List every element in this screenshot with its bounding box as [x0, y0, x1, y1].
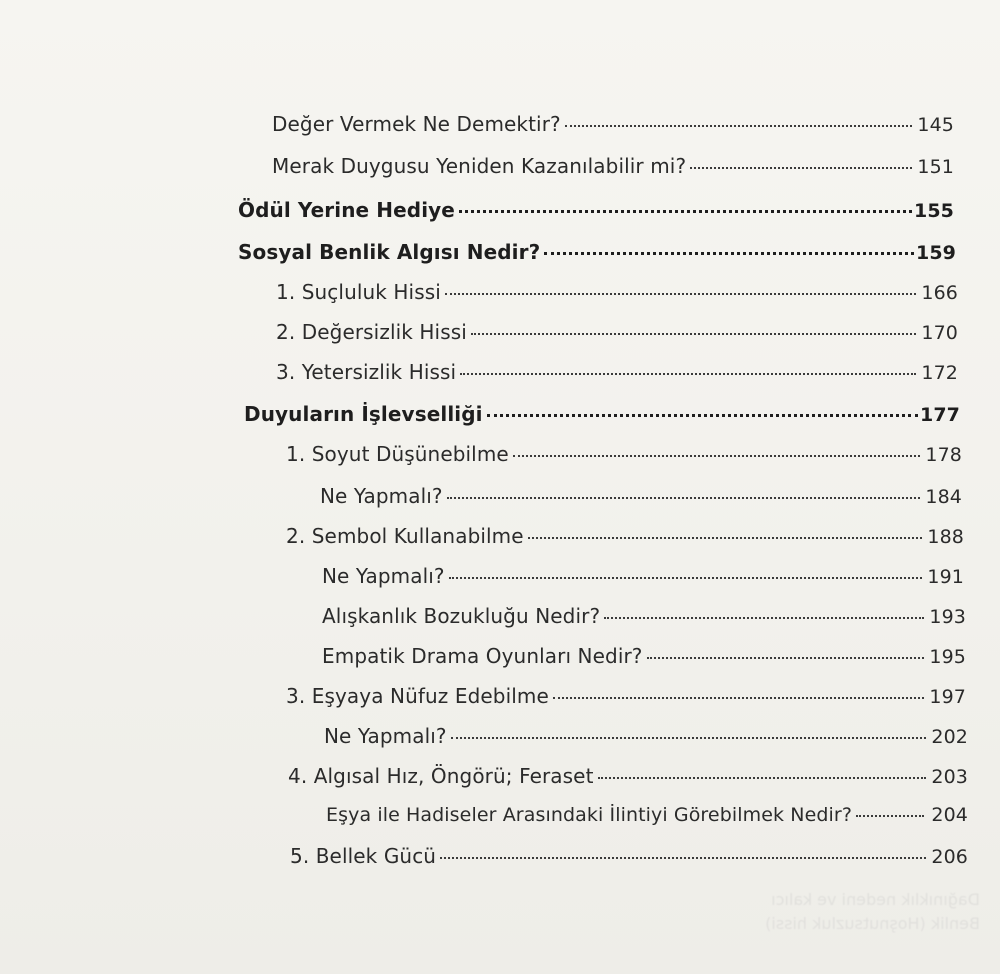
- dot-leader: [445, 293, 916, 295]
- dot-leader: [565, 125, 912, 127]
- toc-entry-title: Duyuların İşlevselliği: [244, 402, 483, 426]
- toc-entry-title: Eşya ile Hadiseler Arasındaki İlintiyi Görebilmek Nedir?: [326, 804, 853, 826]
- toc-entry-title: 3. Yetersizlik Hissi: [276, 360, 457, 384]
- dot-leader: [553, 697, 924, 699]
- toc-entry: [238, 198, 954, 230]
- toc-entry-page: 206: [931, 846, 968, 868]
- toc-entry-page: 191: [927, 566, 964, 588]
- toc-entry: [286, 442, 962, 474]
- toc-entry-page: 202: [931, 726, 968, 748]
- toc-entry-page: 177: [920, 404, 960, 426]
- dot-leader: [451, 737, 926, 739]
- toc-entry: [272, 154, 954, 186]
- toc-entry-title: 2. Değersizlik Hissi: [276, 320, 467, 344]
- toc-entry-title: Sosyal Benlik Algısı Nedir?: [238, 240, 541, 264]
- dot-leader: [598, 777, 926, 779]
- toc-entry-page: 195: [929, 646, 966, 668]
- toc-entry-title: 1. Soyut Düşünebilme: [286, 442, 509, 466]
- toc-entry-title: 4. Algısal Hız, Öngörü; Feraset: [288, 764, 594, 788]
- toc-entry-title: Ödül Yerine Hediye: [238, 198, 455, 222]
- toc-entry: [276, 280, 958, 312]
- toc-entry-page: 159: [916, 242, 956, 264]
- toc-entry-title: Ne Yapmalı?: [324, 724, 447, 748]
- toc-entry-title: Empatik Drama Oyunları Nedir?: [322, 644, 643, 668]
- toc-entry-page: 184: [925, 486, 962, 508]
- toc-entry-page: 203: [931, 766, 968, 788]
- toc-entry-page: 145: [917, 114, 954, 136]
- dot-leader: [487, 414, 918, 417]
- toc-entry-title: 5. Bellek Gücü: [290, 844, 437, 868]
- toc-entry: [286, 684, 966, 716]
- toc-entry: [320, 484, 962, 516]
- toc-entry: [324, 724, 968, 756]
- dot-leader: [440, 857, 926, 859]
- toc-entry-page: 166: [921, 282, 958, 304]
- dot-leader: [449, 577, 922, 579]
- dot-leader: [459, 210, 912, 213]
- dot-leader: [647, 657, 924, 659]
- dot-leader: [604, 617, 924, 619]
- dot-leader: [513, 455, 920, 457]
- toc-entry: [326, 804, 968, 836]
- toc-entry: [322, 604, 966, 636]
- toc-entry-title: 1. Suçluluk Hissi: [276, 280, 441, 304]
- toc-entry: [276, 320, 958, 352]
- toc-entry-title: Ne Yapmalı?: [322, 564, 445, 588]
- bleed-through-line: Benlik (Hoşnutsuzluk hissi): [765, 914, 980, 933]
- toc-entry: [288, 764, 968, 796]
- toc-entry: [286, 524, 964, 556]
- toc-entry-title: Alışkanlık Bozukluğu Nedir?: [322, 604, 601, 628]
- toc-entry-title: Merak Duygusu Yeniden Kazanılabilir mi?: [272, 154, 687, 178]
- dot-leader: [856, 815, 924, 817]
- toc-entry-page: 170: [921, 322, 958, 344]
- toc-entry: [322, 564, 964, 596]
- toc-entry: [244, 402, 960, 434]
- toc-entry: [276, 360, 958, 392]
- toc-entry: [238, 240, 956, 272]
- dot-leader: [690, 167, 912, 169]
- toc-entry-title: 2. Sembol Kullanabilme: [286, 524, 524, 548]
- toc-entry-page: 151: [917, 156, 954, 178]
- bleed-through-line: Dağınıklık nedeni ve kalıcı: [771, 890, 980, 909]
- dot-leader: [460, 373, 916, 375]
- toc-entry-page: 172: [921, 362, 958, 384]
- toc-entry-title: 3. Eşyaya Nüfuz Edebilme: [286, 684, 549, 708]
- toc-entry-page: 178: [925, 444, 962, 466]
- bleed-through-text: [680, 890, 980, 970]
- dot-leader: [544, 252, 914, 255]
- toc-entry-page: 155: [914, 200, 954, 222]
- toc-entry-page: 188: [927, 526, 964, 548]
- toc-entry-title: Ne Yapmalı?: [320, 484, 443, 508]
- toc-entry-page: 204: [931, 804, 968, 826]
- toc-entry-page: 197: [929, 686, 966, 708]
- toc-entry: [290, 844, 968, 876]
- toc-entry-title: Değer Vermek Ne Demektir?: [272, 112, 561, 136]
- dot-leader: [447, 497, 920, 499]
- toc-entry-page: 193: [929, 606, 966, 628]
- dot-leader: [471, 333, 916, 335]
- toc-entry: [322, 644, 966, 676]
- dot-leader: [528, 537, 922, 539]
- toc-entry: [272, 112, 954, 144]
